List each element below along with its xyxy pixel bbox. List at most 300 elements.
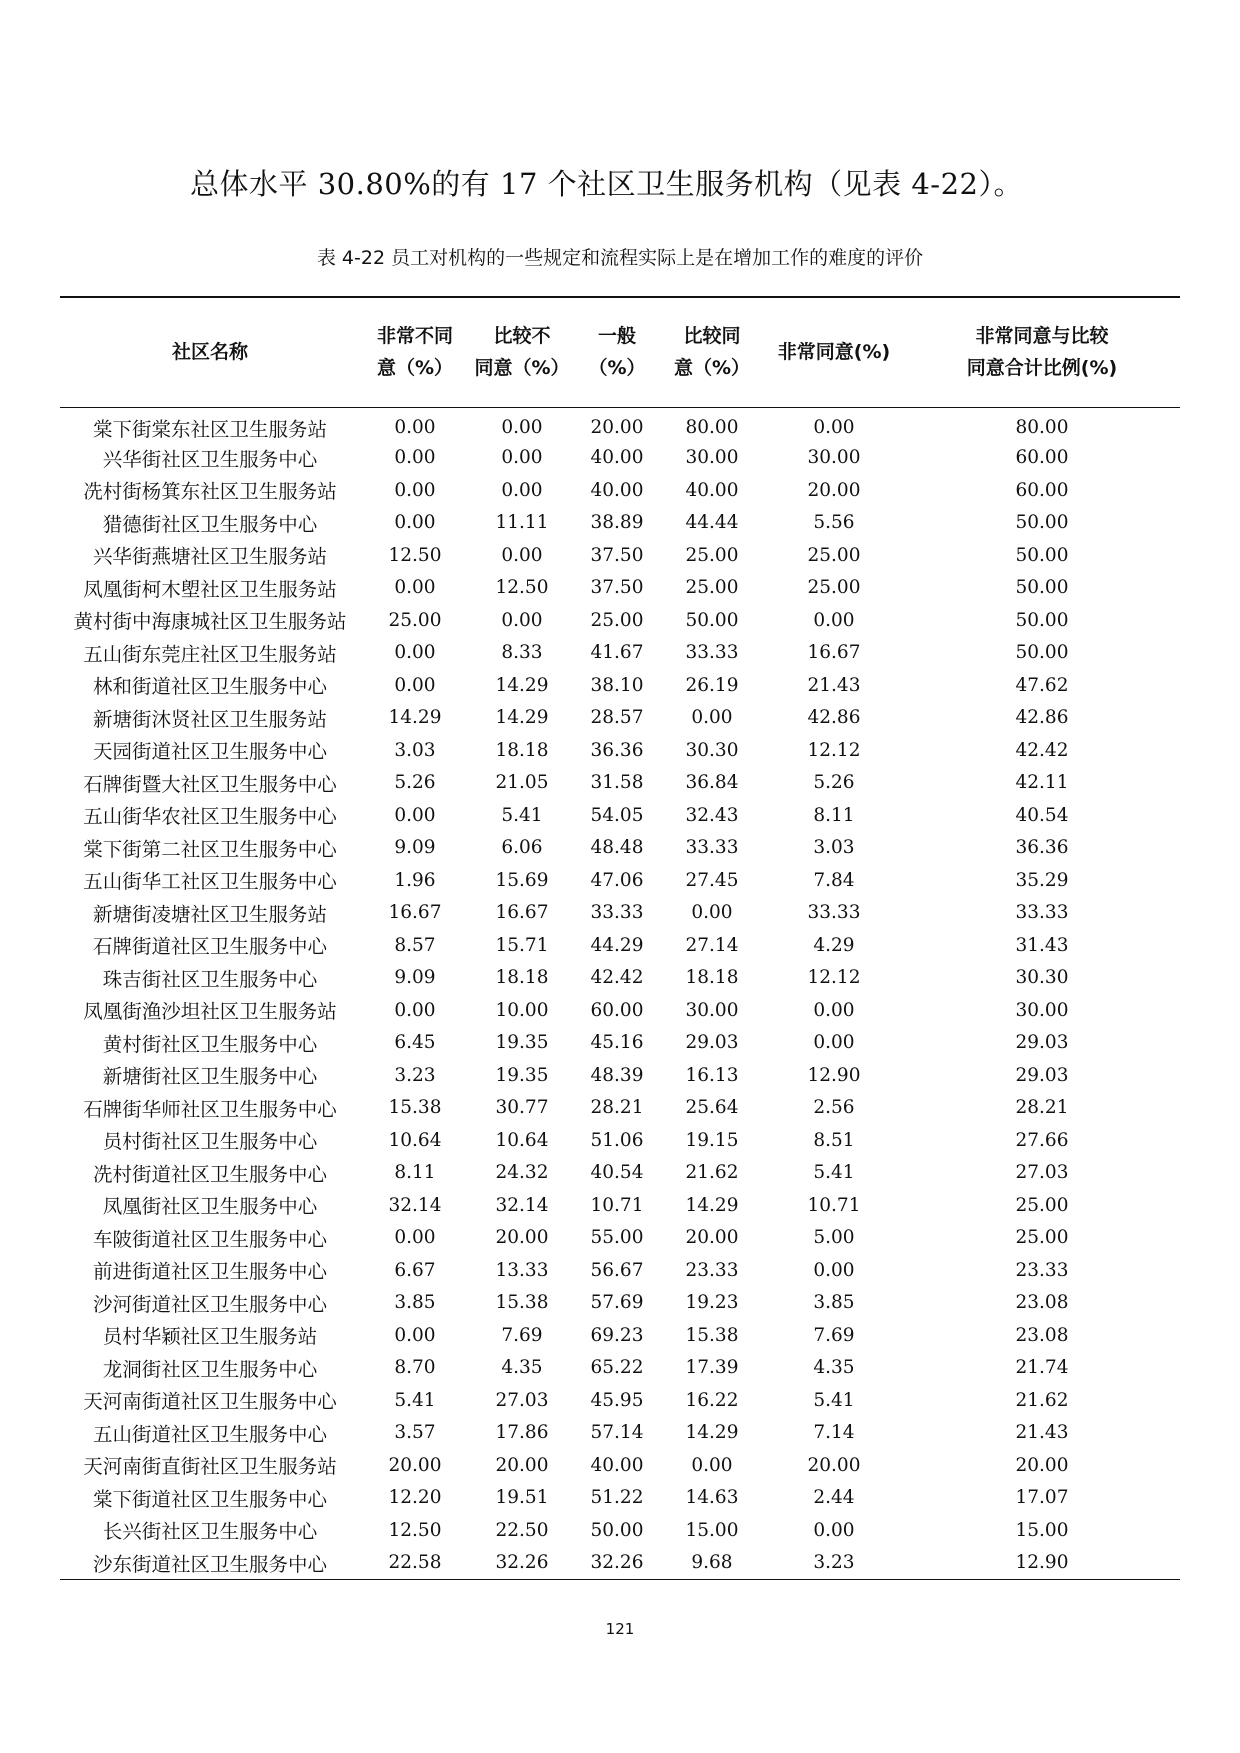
- value-cell: 5.41: [394, 1389, 436, 1411]
- value-cell: 8.11: [394, 1162, 436, 1184]
- value-cell: 20.00: [1015, 1454, 1069, 1476]
- table-row: [60, 1482, 1180, 1515]
- value-cell: 30.00: [685, 999, 739, 1021]
- value-cell: 36.84: [685, 772, 739, 794]
- community-name-cell: 前进街道社区卫生服务中心: [92, 1260, 327, 1284]
- value-cell: 15.69: [495, 869, 549, 891]
- value-cell: 31.43: [1015, 934, 1069, 956]
- value-cell: 19.35: [495, 1064, 549, 1086]
- value-cell: 22.50: [495, 1519, 549, 1541]
- value-cell: 7.84: [813, 869, 855, 891]
- value-cell: 60.00: [1015, 479, 1069, 501]
- value-cell: 33.33: [807, 902, 861, 924]
- value-cell: 27.03: [1015, 1162, 1069, 1184]
- value-cell: 50.00: [685, 609, 739, 631]
- value-cell: 20.00: [495, 1454, 549, 1476]
- community-name-cell: 凤凰街社区卫生服务中心: [102, 1195, 318, 1219]
- value-cell: 2.56: [813, 1097, 855, 1119]
- value-cell: 50.00: [1015, 544, 1069, 566]
- value-cell: 0.00: [691, 1454, 733, 1476]
- value-cell: 0.00: [394, 674, 436, 696]
- value-cell: 21.43: [807, 674, 861, 696]
- community-name-cell: 天河南街直街社区卫生服务站: [83, 1455, 337, 1479]
- community-name-cell: 猎德街社区卫生服务中心: [102, 512, 318, 536]
- value-cell: 40.54: [1015, 804, 1069, 826]
- value-cell: 50.00: [1015, 642, 1069, 664]
- value-cell: 41.67: [590, 642, 644, 664]
- value-cell: 50.00: [1015, 577, 1069, 599]
- community-name-cell: 天河南街道社区卫生服务中心: [83, 1390, 337, 1414]
- value-cell: 57.14: [590, 1422, 644, 1444]
- community-name-cell: 长兴街社区卫生服务中心: [102, 1520, 318, 1544]
- table-row: [60, 1417, 1180, 1450]
- value-cell: 32.26: [495, 1552, 549, 1573]
- table-row: [60, 442, 1180, 475]
- value-cell: 19.51: [495, 1487, 549, 1509]
- value-cell: 25.00: [1015, 1194, 1069, 1216]
- value-cell: 17.39: [685, 1357, 739, 1379]
- community-name-cell: 新塘街凌塘社区卫生服务站: [92, 902, 327, 926]
- value-cell: 40.54: [590, 1162, 644, 1184]
- value-cell: 15.00: [1015, 1519, 1069, 1541]
- table-row: [60, 1092, 1180, 1125]
- value-cell: 7.14: [813, 1422, 855, 1444]
- value-cell: 3.03: [813, 837, 855, 859]
- value-cell: 8.33: [501, 642, 543, 664]
- value-cell: 50.00: [1015, 512, 1069, 534]
- value-cell: 21.62: [685, 1162, 739, 1184]
- value-cell: 18.18: [495, 967, 549, 989]
- value-cell: 16.13: [685, 1064, 739, 1086]
- value-cell: 0.00: [394, 642, 436, 664]
- table-row: [60, 1352, 1180, 1385]
- value-cell: 21.74: [1015, 1357, 1069, 1379]
- value-cell: 65.22: [590, 1357, 644, 1379]
- value-cell: 0.00: [501, 447, 543, 469]
- value-cell: 16.67: [495, 902, 549, 924]
- table-row: [60, 1547, 1180, 1580]
- value-cell: 4.35: [501, 1357, 543, 1379]
- value-cell: 10.64: [388, 1129, 442, 1151]
- table-row: [60, 994, 1180, 1027]
- value-cell: 57.69: [590, 1292, 644, 1314]
- table-row: [60, 1254, 1180, 1287]
- value-cell: 26.19: [685, 674, 739, 696]
- value-cell: 5.00: [813, 1227, 855, 1249]
- value-cell: 15.38: [388, 1097, 442, 1119]
- value-cell: 12.20: [388, 1487, 442, 1509]
- value-cell: 16.67: [807, 642, 861, 664]
- value-cell: 1.96: [394, 869, 436, 891]
- value-cell: 27.14: [685, 934, 739, 956]
- value-cell: 20.00: [807, 1454, 861, 1476]
- table-row: [60, 572, 1180, 605]
- value-cell: 3.03: [394, 739, 436, 761]
- value-cell: 0.00: [813, 609, 855, 631]
- header-col-5: 非常同意(%): [777, 341, 891, 364]
- value-cell: 5.41: [501, 804, 543, 826]
- community-name-cell: 棠下街道社区卫生服务中心: [92, 1487, 327, 1511]
- header-col-3: 一般 （%）: [588, 325, 646, 380]
- value-cell: 28.21: [590, 1097, 644, 1119]
- value-cell: 27.66: [1015, 1129, 1069, 1151]
- value-cell: 0.00: [394, 512, 436, 534]
- evaluation-table: [60, 296, 1180, 1580]
- value-cell: 25.00: [807, 544, 861, 566]
- value-cell: 30.00: [685, 447, 739, 469]
- community-name-cell: 新塘街社区卫生服务中心: [102, 1065, 318, 1089]
- page-number: 121: [605, 1620, 635, 1638]
- community-name-cell: 珠吉街社区卫生服务中心: [102, 967, 318, 991]
- value-cell: 42.86: [807, 707, 861, 729]
- community-name-cell: 沙东街道社区卫生服务中心: [92, 1552, 327, 1576]
- value-cell: 14.29: [495, 707, 549, 729]
- value-cell: 28.57: [590, 707, 644, 729]
- value-cell: 42.11: [1015, 772, 1069, 794]
- community-name-cell: 车陂街道社区卫生服务中心: [92, 1227, 327, 1251]
- community-name-cell: 兴华街社区卫生服务中心: [102, 447, 318, 471]
- value-cell: 16.22: [685, 1389, 739, 1411]
- value-cell: 0.00: [691, 707, 733, 729]
- community-name-cell: 石牌街道社区卫生服务中心: [92, 935, 327, 959]
- value-cell: 0.00: [394, 447, 436, 469]
- value-cell: 0.00: [501, 544, 543, 566]
- value-cell: 25.00: [685, 544, 739, 566]
- intro-paragraph: 总体水平 30.80%的有 17 个社区卫生服务机构（见表 4-22）。: [190, 167, 1024, 201]
- value-cell: 14.63: [685, 1487, 739, 1509]
- header-col-1: 非常不同 意（%）: [376, 325, 454, 380]
- community-name-cell: 龙洞街社区卫生服务中心: [102, 1357, 318, 1381]
- community-name-cell: 石牌街华师社区卫生服务中心: [83, 1097, 337, 1121]
- value-cell: 80.00: [685, 417, 739, 438]
- table-row: [60, 1319, 1180, 1352]
- value-cell: 10.71: [590, 1194, 644, 1216]
- value-cell: 37.50: [590, 577, 644, 599]
- value-cell: 36.36: [590, 739, 644, 761]
- value-cell: 9.09: [394, 967, 436, 989]
- table-row: [60, 1222, 1180, 1255]
- value-cell: 29.03: [685, 1032, 739, 1054]
- value-cell: 56.67: [590, 1259, 644, 1281]
- table-row: [60, 1189, 1180, 1222]
- value-cell: 22.58: [388, 1552, 442, 1573]
- value-cell: 32.14: [495, 1194, 549, 1216]
- value-cell: 7.69: [501, 1324, 543, 1346]
- value-cell: 20.00: [590, 417, 644, 438]
- value-cell: 40.00: [590, 447, 644, 469]
- value-cell: 19.35: [495, 1032, 549, 1054]
- value-cell: 44.44: [685, 512, 739, 534]
- table-row: [60, 864, 1180, 897]
- header-community-name: 社区名称: [171, 341, 248, 364]
- value-cell: 6.67: [394, 1259, 436, 1281]
- header-col-4: 比较同 意（%）: [673, 325, 751, 380]
- community-name-cell: 林和街道社区卫生服务中心: [92, 675, 327, 699]
- value-cell: 44.29: [590, 934, 644, 956]
- value-cell: 3.57: [394, 1422, 436, 1444]
- value-cell: 29.03: [1015, 1032, 1069, 1054]
- value-cell: 25.00: [1015, 1227, 1069, 1249]
- table-row: [60, 637, 1180, 670]
- value-cell: 21.62: [1015, 1389, 1069, 1411]
- value-cell: 6.06: [501, 837, 543, 859]
- value-cell: 30.00: [807, 447, 861, 469]
- header-col-2: 比较不 同意（%）: [474, 325, 570, 380]
- value-cell: 5.56: [813, 512, 855, 534]
- value-cell: 18.18: [495, 739, 549, 761]
- value-cell: 3.85: [813, 1292, 855, 1314]
- value-cell: 33.33: [1015, 902, 1069, 924]
- value-cell: 20.00: [388, 1454, 442, 1476]
- value-cell: 10.64: [495, 1129, 549, 1151]
- community-name-cell: 五山街华农社区卫生服务中心: [83, 805, 337, 829]
- value-cell: 47.62: [1015, 674, 1069, 696]
- table-row: [60, 474, 1180, 507]
- value-cell: 42.42: [590, 967, 644, 989]
- value-cell: 48.48: [590, 837, 644, 859]
- value-cell: 37.50: [590, 544, 644, 566]
- value-cell: 20.00: [807, 479, 861, 501]
- value-cell: 12.12: [807, 739, 861, 761]
- table-row: [60, 1514, 1180, 1547]
- table-row: [60, 669, 1180, 702]
- value-cell: 17.86: [495, 1422, 549, 1444]
- value-cell: 69.23: [590, 1324, 644, 1346]
- value-cell: 13.33: [495, 1259, 549, 1281]
- value-cell: 25.00: [388, 609, 442, 631]
- table-row: [60, 897, 1180, 930]
- value-cell: 21.43: [1015, 1422, 1069, 1444]
- value-cell: 60.00: [1015, 447, 1069, 469]
- value-cell: 48.39: [590, 1064, 644, 1086]
- value-cell: 25.00: [807, 577, 861, 599]
- value-cell: 51.06: [590, 1129, 644, 1151]
- value-cell: 33.33: [685, 642, 739, 664]
- value-cell: 15.38: [685, 1324, 739, 1346]
- value-cell: 0.00: [394, 999, 436, 1021]
- value-cell: 5.26: [813, 772, 855, 794]
- value-cell: 3.23: [813, 1552, 855, 1573]
- table-row: [60, 734, 1180, 767]
- community-name-cell: 五山街道社区卫生服务中心: [92, 1422, 327, 1446]
- value-cell: 31.58: [590, 772, 644, 794]
- value-cell: 0.00: [813, 417, 855, 438]
- table-row: [60, 1027, 1180, 1060]
- value-cell: 10.71: [807, 1194, 861, 1216]
- table-row: [60, 1384, 1180, 1417]
- value-cell: 20.00: [495, 1227, 549, 1249]
- value-cell: 23.08: [1015, 1324, 1069, 1346]
- value-cell: 42.42: [1015, 739, 1069, 761]
- value-cell: 23.33: [1015, 1259, 1069, 1281]
- value-cell: 40.00: [590, 1454, 644, 1476]
- value-cell: 4.35: [813, 1357, 855, 1379]
- value-cell: 30.30: [685, 739, 739, 761]
- table-row: [60, 1157, 1180, 1190]
- header-col-6: 非常同意与比较 同意合计比例(%): [966, 325, 1118, 380]
- table-row: [60, 539, 1180, 572]
- value-cell: 6.45: [394, 1032, 436, 1054]
- table-body: [60, 407, 1180, 1579]
- community-name-cell: 冼村街杨箕东社区卫生服务站: [83, 480, 337, 504]
- value-cell: 8.11: [813, 804, 855, 826]
- value-cell: 50.00: [1015, 609, 1069, 631]
- value-cell: 20.00: [685, 1227, 739, 1249]
- value-cell: 45.16: [590, 1032, 644, 1054]
- value-cell: 14.29: [685, 1422, 739, 1444]
- value-cell: 2.44: [813, 1487, 855, 1509]
- value-cell: 0.00: [813, 1519, 855, 1541]
- value-cell: 33.33: [685, 837, 739, 859]
- value-cell: 14.29: [388, 707, 442, 729]
- value-cell: 21.05: [495, 772, 549, 794]
- value-cell: 23.33: [685, 1259, 739, 1281]
- community-name-cell: 天园街道社区卫生服务中心: [92, 740, 327, 764]
- value-cell: 55.00: [590, 1227, 644, 1249]
- value-cell: 30.77: [495, 1097, 549, 1119]
- value-cell: 8.57: [394, 934, 436, 956]
- value-cell: 0.00: [691, 902, 733, 924]
- value-cell: 0.00: [394, 479, 436, 501]
- table-row: [60, 702, 1180, 735]
- community-name-cell: 凤凰街柯木塱社区卫生服务站: [83, 577, 337, 601]
- value-cell: 25.00: [590, 609, 644, 631]
- value-cell: 8.70: [394, 1357, 436, 1379]
- value-cell: 0.00: [501, 479, 543, 501]
- value-cell: 12.90: [807, 1064, 861, 1086]
- table-row: [60, 1449, 1180, 1482]
- value-cell: 9.68: [691, 1552, 733, 1573]
- community-name-cell: 五山街华工社区卫生服务中心: [83, 870, 337, 894]
- value-cell: 0.00: [813, 1032, 855, 1054]
- value-cell: 17.07: [1015, 1487, 1069, 1509]
- value-cell: 12.12: [807, 967, 861, 989]
- community-name-cell: 棠下街棠东社区卫生服务站: [92, 417, 327, 441]
- value-cell: 8.51: [813, 1129, 855, 1151]
- value-cell: 0.00: [813, 1259, 855, 1281]
- community-name-cell: 员村街社区卫生服务中心: [102, 1130, 318, 1154]
- value-cell: 3.85: [394, 1292, 436, 1314]
- value-cell: 0.00: [501, 609, 543, 631]
- community-name-cell: 员村华颖社区卫生服务站: [102, 1325, 318, 1349]
- community-name-cell: 凤凰街渔沙坦社区卫生服务站: [83, 1000, 337, 1024]
- value-cell: 15.00: [685, 1519, 739, 1541]
- value-cell: 28.21: [1015, 1097, 1069, 1119]
- value-cell: 32.14: [388, 1194, 442, 1216]
- value-cell: 0.00: [813, 999, 855, 1021]
- value-cell: 4.29: [813, 934, 855, 956]
- table-row: [60, 929, 1180, 962]
- value-cell: 0.00: [394, 804, 436, 826]
- community-name-cell: 沙河街道社区卫生服务中心: [92, 1292, 327, 1316]
- value-cell: 15.38: [495, 1292, 549, 1314]
- value-cell: 12.50: [388, 544, 442, 566]
- table-row: [60, 1124, 1180, 1157]
- value-cell: 29.03: [1015, 1064, 1069, 1086]
- community-name-cell: 兴华街燕塘社区卫生服务站: [92, 545, 327, 569]
- value-cell: 11.11: [495, 512, 549, 534]
- value-cell: 12.90: [1015, 1552, 1069, 1573]
- value-cell: 14.29: [685, 1194, 739, 1216]
- value-cell: 38.89: [590, 512, 644, 534]
- value-cell: 0.00: [501, 417, 543, 438]
- value-cell: 0.00: [394, 577, 436, 599]
- value-cell: 36.36: [1015, 837, 1069, 859]
- table-row: [60, 507, 1180, 540]
- value-cell: 0.00: [394, 1324, 436, 1346]
- value-cell: 27.03: [495, 1389, 549, 1411]
- table-row: [60, 604, 1180, 637]
- value-cell: 0.00: [394, 1227, 436, 1249]
- value-cell: 12.50: [388, 1519, 442, 1541]
- value-cell: 24.32: [495, 1162, 549, 1184]
- value-cell: 5.26: [394, 772, 436, 794]
- community-name-cell: 棠下街第二社区卫生服务中心: [83, 837, 337, 861]
- value-cell: 30.30: [1015, 967, 1069, 989]
- header-row: [60, 297, 1180, 407]
- value-cell: 33.33: [590, 902, 644, 924]
- value-cell: 9.09: [394, 837, 436, 859]
- value-cell: 54.05: [590, 804, 644, 826]
- value-cell: 25.00: [685, 577, 739, 599]
- table-row: [60, 962, 1180, 995]
- value-cell: 35.29: [1015, 869, 1069, 891]
- value-cell: 38.10: [590, 674, 644, 696]
- value-cell: 25.64: [685, 1097, 739, 1119]
- value-cell: 15.71: [495, 934, 549, 956]
- table-row: [60, 799, 1180, 832]
- value-cell: 12.50: [495, 577, 549, 599]
- value-cell: 19.23: [685, 1292, 739, 1314]
- value-cell: 10.00: [495, 999, 549, 1021]
- value-cell: 19.15: [685, 1129, 739, 1151]
- value-cell: 5.41: [813, 1162, 855, 1184]
- value-cell: 14.29: [495, 674, 549, 696]
- value-cell: 27.45: [685, 869, 739, 891]
- value-cell: 80.00: [1015, 417, 1069, 438]
- value-cell: 0.00: [394, 417, 436, 438]
- table-row: [60, 832, 1180, 865]
- value-cell: 30.00: [1015, 999, 1069, 1021]
- community-name-cell: 新塘街沐贤社区卫生服务站: [92, 707, 327, 731]
- value-cell: 45.95: [590, 1389, 644, 1411]
- value-cell: 7.69: [813, 1324, 855, 1346]
- community-name-cell: 五山街东莞庄社区卫生服务站: [83, 642, 337, 666]
- table-header: [60, 297, 1180, 407]
- value-cell: 40.00: [685, 479, 739, 501]
- value-cell: 42.86: [1015, 707, 1069, 729]
- value-cell: 50.00: [590, 1519, 644, 1541]
- value-cell: 51.22: [590, 1487, 644, 1509]
- table-row: [60, 767, 1180, 800]
- value-cell: 3.23: [394, 1064, 436, 1086]
- value-cell: 60.00: [590, 999, 644, 1021]
- community-name-cell: 冼村街道社区卫生服务中心: [92, 1162, 327, 1186]
- value-cell: 32.26: [590, 1552, 644, 1573]
- value-cell: 40.00: [590, 479, 644, 501]
- value-cell: 32.43: [685, 804, 739, 826]
- community-name-cell: 黄村街社区卫生服务中心: [102, 1032, 318, 1056]
- table-row: [60, 1059, 1180, 1092]
- community-name-cell: 黄村街中海康城社区卫生服务站: [73, 610, 347, 634]
- value-cell: 18.18: [685, 967, 739, 989]
- table-row: [60, 1287, 1180, 1320]
- value-cell: 47.06: [590, 869, 644, 891]
- value-cell: 5.41: [813, 1389, 855, 1411]
- value-cell: 16.67: [388, 902, 442, 924]
- value-cell: 23.08: [1015, 1292, 1069, 1314]
- table-caption: 表 4-22 员工对机构的一些规定和流程实际上是在增加工作的难度的评价: [316, 247, 924, 269]
